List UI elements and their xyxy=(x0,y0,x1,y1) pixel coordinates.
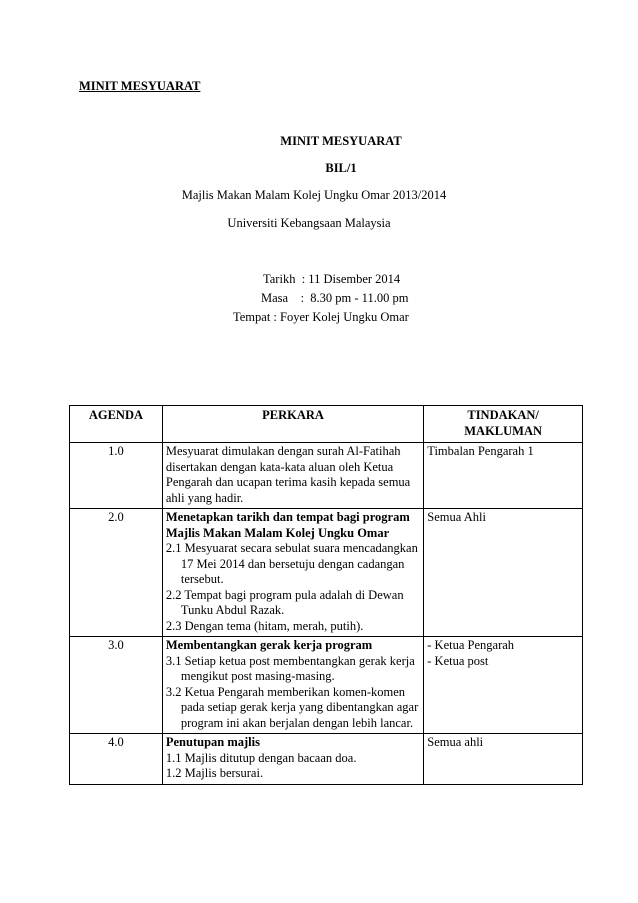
agenda-subitem: 1.2 Majlis bersurai. xyxy=(165,766,264,780)
meeting-details xyxy=(233,270,409,327)
agenda-action-item: - Ketua post xyxy=(427,653,489,668)
title-line-1: MINIT MESYUARAT xyxy=(280,134,402,148)
minutes-table xyxy=(69,405,583,785)
table-row xyxy=(70,637,583,734)
agenda-number: 1.0 xyxy=(70,443,163,509)
agenda-action-item: - Ketua Pengarah xyxy=(427,638,515,652)
agenda-subitem: 3.2 Ketua Pengarah memberikan komen-komen pada setiap gerak kerja yang dibentangkan agar program ini akan berjalan dengan lebih lancar. xyxy=(165,684,419,730)
agenda-number: 2.0 xyxy=(70,509,163,637)
agenda-title: Membentangkan gerak kerja program xyxy=(165,638,373,652)
agenda-action: Timbalan Pengarah 1 xyxy=(424,443,583,509)
header-perkara: PERKARA xyxy=(162,406,423,443)
document-heading: MINIT MESYUARAT xyxy=(79,79,201,93)
meeting-number: BIL/1 xyxy=(325,161,357,175)
meeting-date: Tarikh : 11 Disember 2014 xyxy=(263,272,401,286)
header-agenda: AGENDA xyxy=(70,406,163,443)
agenda-subitem: 2.3 Dengan tema (hitam, merah, putih). xyxy=(165,618,364,633)
agenda-body xyxy=(162,509,423,637)
table-row xyxy=(70,509,583,637)
meeting-venue: Tempat : Foyer Kolej Ungku Omar xyxy=(233,310,409,324)
table-row xyxy=(70,443,583,509)
agenda-body xyxy=(162,734,423,785)
table-header-row xyxy=(70,406,583,443)
agenda-subitem: 2.2 Tempat bagi program pula adalah di Dewan Tunku Abdul Razak. xyxy=(165,587,404,617)
agenda-body xyxy=(162,637,423,734)
agenda-action: Semua Ahli xyxy=(424,509,583,637)
event-name: Majlis Makan Malam Kolej Ungku Omar 2013/2014 xyxy=(181,188,447,202)
agenda-title: Penutupan majlis xyxy=(165,735,260,749)
agenda-subitem: 3.1 Setiap ketua post membentangkan gerak kerja mengikut post masing-masing. xyxy=(165,653,415,683)
agenda-body: Mesyuarat dimulakan dengan surah Al-Fatihah disertakan dengan kata-kata aluan oleh Ketua Pengarah dan ucapan terima kasih kepada semua ahli yang hadir. xyxy=(162,443,423,509)
agenda-number: 4.0 xyxy=(70,734,163,785)
header-tindakan: TINDAKAN/ MAKLUMAN xyxy=(424,406,583,443)
agenda-subitem: 1.1 Majlis ditutup dengan bacaan doa. xyxy=(165,750,357,765)
agenda-action xyxy=(424,637,583,734)
meeting-time: Masa : 8.30 pm - 11.00 pm xyxy=(261,291,409,305)
agenda-title: Menetapkan tarikh dan tempat bagi program Majlis Makan Malam Kolej Ungku Omar xyxy=(165,510,410,540)
agenda-subitem: 2.1 Mesyuarat secara sebulat suara mencadangkan 17 Mei 2014 dan bersetuju dengan cadangan tersebut. xyxy=(165,541,418,586)
agenda-action: Semua ahli xyxy=(424,734,583,785)
agenda-number: 3.0 xyxy=(70,637,163,734)
table-row xyxy=(70,734,583,785)
institution-name: Universiti Kebangsaan Malaysia xyxy=(227,216,391,230)
